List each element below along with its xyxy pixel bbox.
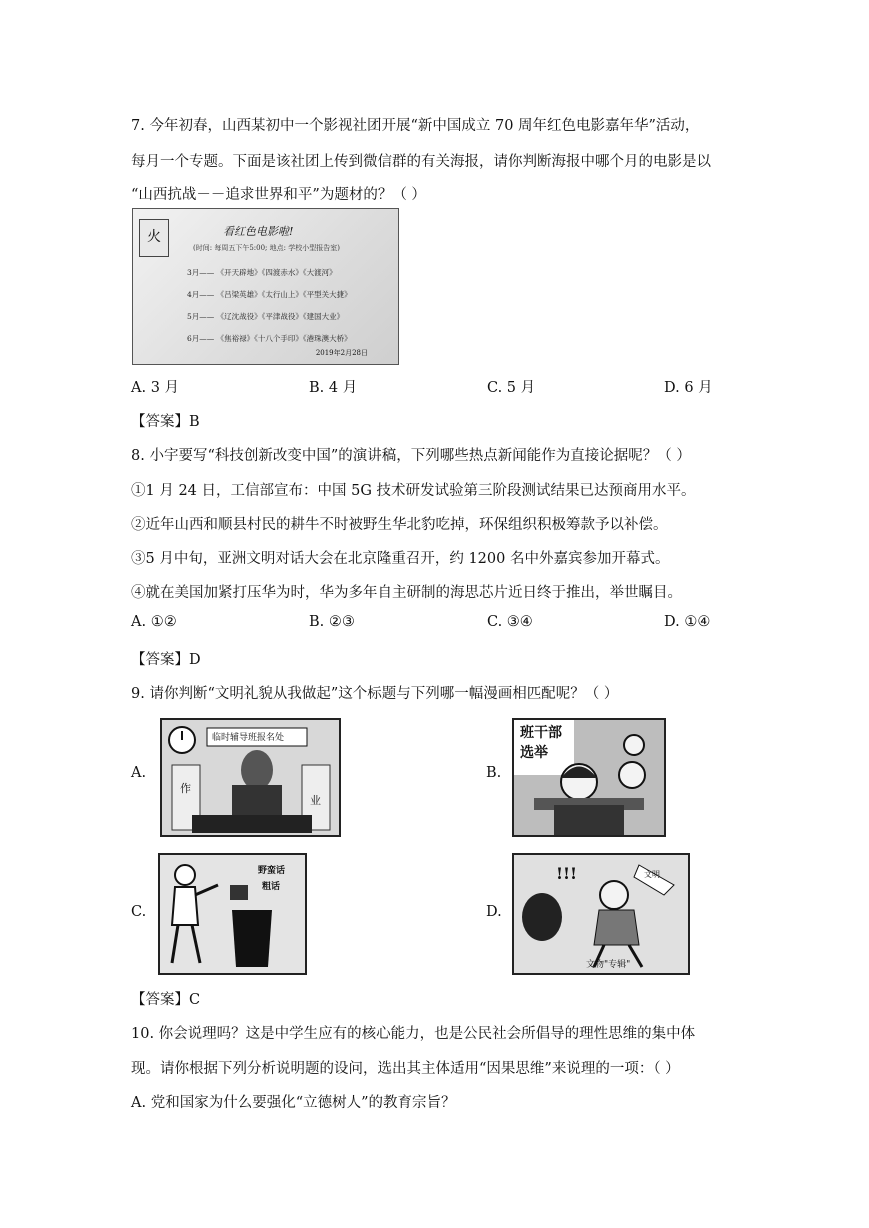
q7-answer: 【答案】B bbox=[131, 414, 200, 430]
q8-item-1: ①1 月 24 日，工信部宣布：中国 5G 技术研发试验第三阶段测试结果已达预商用水平。 bbox=[131, 483, 696, 499]
poster-row-may: 5月—— 《辽沈战役》《平津战役》《建国大业》 bbox=[187, 312, 345, 321]
poster-title: 看红色电影啦! bbox=[223, 225, 294, 238]
cartoon-a-image bbox=[160, 718, 341, 837]
q7-text-line1: 7. 今年初春，山西某初中一个影视社团开展“新中国成立 70 周年红色电影嘉年华”活动， bbox=[131, 118, 700, 134]
q8-item-4: ④就在美国加紧打压华为时，华为多年自主研制的海思芯片近日终于推出，举世瞩目。 bbox=[131, 585, 682, 601]
cartoon-d-drawing bbox=[514, 855, 688, 973]
cartoon-c-image bbox=[158, 853, 307, 975]
q8-item-3: ③5 月中旬，亚洲文明对话大会在北京隆重召开，约 1200 名中外嘉宾参加开幕式。 bbox=[131, 551, 670, 567]
cartoon-d-image bbox=[512, 853, 690, 975]
poster-note: (时间: 每周五下午5:00; 地点: 学校小型报告室) bbox=[193, 244, 340, 252]
q8-answer: 【答案】D bbox=[131, 652, 201, 668]
poster-row-june: 6月—— 《焦裕禄》《十八个手印》《港珠澳大桥》 bbox=[187, 334, 352, 343]
movie-poster-image bbox=[132, 208, 399, 365]
q9-text-line1: 9. 请你判断“文明礼貌从我做起”这个标题与下列哪一幅漫画相匹配呢？（ ） bbox=[131, 686, 619, 702]
poster-date: 2019年2月28日 bbox=[315, 349, 368, 357]
q9-answer: 【答案】C bbox=[131, 992, 201, 1008]
q7-option-b: B. 4 月 bbox=[309, 380, 358, 396]
cartoon-c-text2: 粗话 bbox=[262, 882, 281, 892]
poster-row-march: 3月—— 《开天辟地》《四渡赤水》《大渡河》 bbox=[187, 268, 337, 277]
cartoon-a-left-text: 作 bbox=[180, 782, 191, 795]
q7-option-c: C. 5 月 bbox=[487, 380, 536, 396]
q9-label-a: A. bbox=[131, 765, 147, 781]
q9-label-c: C. bbox=[131, 904, 147, 920]
svg-text:!!!: !!! bbox=[556, 864, 578, 883]
q8-option-b: B. ②③ bbox=[309, 614, 355, 630]
q8-text-line1: 8. 小宇要写“科技创新改变中国”的演讲稿，下列哪些热点新闻能作为直接论据呢？（ ） bbox=[131, 448, 691, 464]
cartoon-a-right-text: 业 bbox=[310, 794, 321, 807]
q10-text-line1: 10. 你会说理吗？这是中学生应有的核心能力，也是公民社会所倡导的理性思维的集中体 bbox=[131, 1026, 696, 1042]
cartoon-c-text1: 野蛮话 bbox=[258, 866, 286, 876]
q10-text-line2: 现。请你根据下列分析说明题的设问，选出其主体适用“因果思维”来说理的一项：（ ） bbox=[131, 1061, 680, 1077]
q8-option-d: D. ①④ bbox=[664, 614, 711, 630]
q9-label-d: D. bbox=[486, 904, 502, 920]
cartoon-d-text2: 文物"专辑" bbox=[586, 960, 631, 970]
q7-text-line2: 每月一个专题。下面是该社团上传到微信群的有关海报，请你判断海报中哪个月的电影是以 bbox=[131, 154, 711, 170]
q10-option-a: A. 党和国家为什么要强化“立德树人”的教育宗旨？ bbox=[131, 1095, 456, 1111]
cartoon-b-banner-line2: 选举 bbox=[520, 745, 548, 761]
cartoon-b-image bbox=[512, 718, 666, 837]
q7-option-a: A. 3 月 bbox=[131, 380, 180, 396]
cartoon-a-banner: 临时辅导班报名处 bbox=[212, 733, 285, 743]
cartoon-b-banner-line1: 班干部 bbox=[520, 725, 562, 741]
q7-option-d: D. 6 月 bbox=[664, 380, 713, 396]
q8-item-2: ②近年山西和顺县村民的耕牛不时被野生华北豹吃掉，环保组织积极筹款予以补偿。 bbox=[131, 517, 668, 533]
q9-label-b: B. bbox=[486, 765, 502, 781]
q7-text-line3: “山西抗战－－追求世界和平”为题材的？（ ） bbox=[131, 187, 426, 203]
q8-option-a: A. ①② bbox=[131, 614, 177, 630]
q8-option-c: C. ③④ bbox=[487, 614, 533, 630]
cartoon-d-text1: 文明 bbox=[644, 870, 660, 879]
poster-logo: 火 bbox=[139, 219, 169, 257]
poster-row-april: 4月—— 《吕梁英雄》《太行山上》《平型关大捷》 bbox=[187, 290, 352, 299]
